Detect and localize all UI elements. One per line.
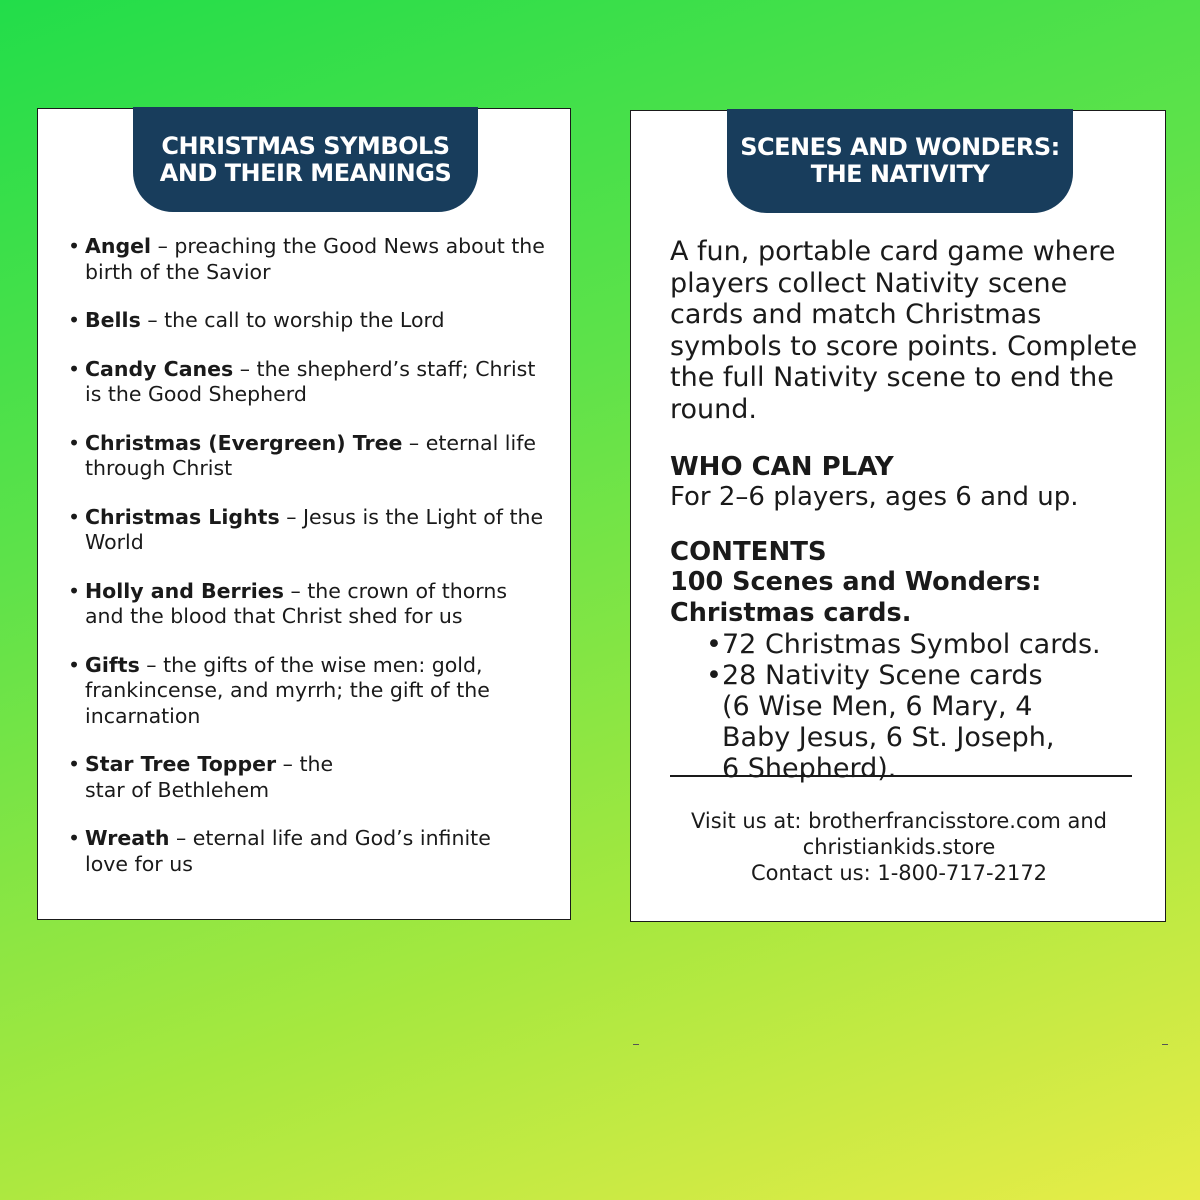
symbol-list xyxy=(68,234,546,900)
bullet: • xyxy=(706,659,722,691)
symbol-meaning: the gifts of the wise men: gold, frankincense, and myrrh; the gift of the incarnation xyxy=(85,652,490,728)
symbol-meaning: the star of Bethlehem xyxy=(85,752,334,802)
symbol-meaning: the shepherd’s staff; Christ is the Good Shepherd xyxy=(85,356,536,406)
separator: – xyxy=(233,356,257,381)
card-title-line-2: THE NATIVITY xyxy=(810,160,990,188)
contents-subheading-line-2: Christmas cards. xyxy=(670,597,912,628)
symbol-meaning: eternal life through Christ xyxy=(85,430,537,480)
card-title-line-2: AND THEIR MEANINGS xyxy=(159,158,452,187)
separator: – xyxy=(402,430,426,455)
bullet: • xyxy=(706,628,722,660)
contents-heading: CONTENTS xyxy=(670,536,827,567)
list-item xyxy=(68,579,546,630)
contents-subheading-line-1: 100 Scenes and Wonders: xyxy=(670,566,1042,597)
crop-mark xyxy=(1162,1044,1168,1045)
divider xyxy=(670,775,1132,777)
bullet: • xyxy=(68,430,81,455)
symbol-meaning: Jesus is the Light of the World xyxy=(85,504,544,554)
symbol-meaning: the call to worship the Lord xyxy=(164,308,445,332)
symbol-meaning: eternal life and God’s infinite love for us xyxy=(85,826,491,876)
bullet: • xyxy=(68,504,81,529)
bullet: • xyxy=(68,752,81,776)
list-item xyxy=(68,752,375,803)
symbol-term: Star Tree Topper xyxy=(85,752,277,776)
list-item xyxy=(68,505,546,556)
christmas-symbols-card xyxy=(37,108,571,920)
list-item xyxy=(68,234,546,285)
list-item xyxy=(68,308,546,334)
symbol-meaning: preaching the Good News about the birth of the Savior xyxy=(85,234,545,284)
symbol-term: Candy Canes xyxy=(85,356,234,381)
separator: – xyxy=(276,752,300,776)
symbol-term: Christmas Lights xyxy=(85,504,280,529)
who-can-play-text: For 2–6 players, ages 6 and up. xyxy=(670,481,1079,512)
footer-website-line-2: christiankids.store xyxy=(802,835,996,859)
list-item xyxy=(68,653,546,730)
contents-item-text: 72 Christmas Symbol cards. xyxy=(722,628,1101,660)
symbol-term: Bells xyxy=(85,308,141,332)
card-body xyxy=(670,236,1140,784)
bullet: • xyxy=(68,578,81,603)
bullet: • xyxy=(68,234,81,258)
list-item xyxy=(706,660,1062,784)
footer-contact-line: Contact us: 1-800-717-2172 xyxy=(750,861,1048,885)
who-can-play-section xyxy=(670,452,1140,513)
separator: – xyxy=(139,652,164,677)
symbol-term: Holly and Berries xyxy=(85,578,284,603)
symbol-term: Christmas (Evergreen) Tree xyxy=(85,430,403,455)
card-title-tab xyxy=(727,109,1073,213)
card-title-line-1: CHRISTMAS SYMBOLS xyxy=(161,131,450,160)
contents-section xyxy=(670,537,1140,784)
symbol-term: Gifts xyxy=(85,652,140,677)
list-item xyxy=(68,431,546,482)
bullet: • xyxy=(68,652,81,677)
separator: – xyxy=(279,504,303,529)
separator: – xyxy=(140,308,165,332)
symbol-term: Angel xyxy=(85,234,152,258)
list-item xyxy=(706,629,1140,660)
separator: – xyxy=(151,234,175,258)
contents-list xyxy=(670,629,1140,784)
contents-item-text: 28 Nativity Scene cards (6 Wise Men, 6 Mary, 4 Baby Jesus, 6 St. Joseph, 6 Shepherd). xyxy=(722,659,1055,784)
separator: – xyxy=(169,826,193,850)
symbol-term: Wreath xyxy=(85,826,170,850)
footer-website-line: Visit us at: brotherfrancisstore.com and xyxy=(690,809,1107,833)
bullet: • xyxy=(68,356,81,381)
contact-footer xyxy=(651,808,1147,886)
bullet: • xyxy=(68,826,81,850)
bullet: • xyxy=(68,308,81,332)
card-title-line-1: SCENES AND WONDERS: xyxy=(740,133,1060,161)
list-item xyxy=(68,826,515,877)
who-can-play-heading: WHO CAN PLAY xyxy=(670,451,894,482)
card-title-tab xyxy=(133,107,478,212)
symbol-meaning: the crown of thorns and the blood that Christ shed for us xyxy=(85,578,508,628)
game-info-card xyxy=(630,110,1166,922)
separator: – xyxy=(283,578,308,603)
game-description: A fun, portable card game where players collect Nativity scene cards and match Christmas symbols to score points. Complete the full Nativity scene to end the round. xyxy=(670,236,1138,425)
crop-mark xyxy=(633,1044,639,1045)
list-item xyxy=(68,357,546,408)
